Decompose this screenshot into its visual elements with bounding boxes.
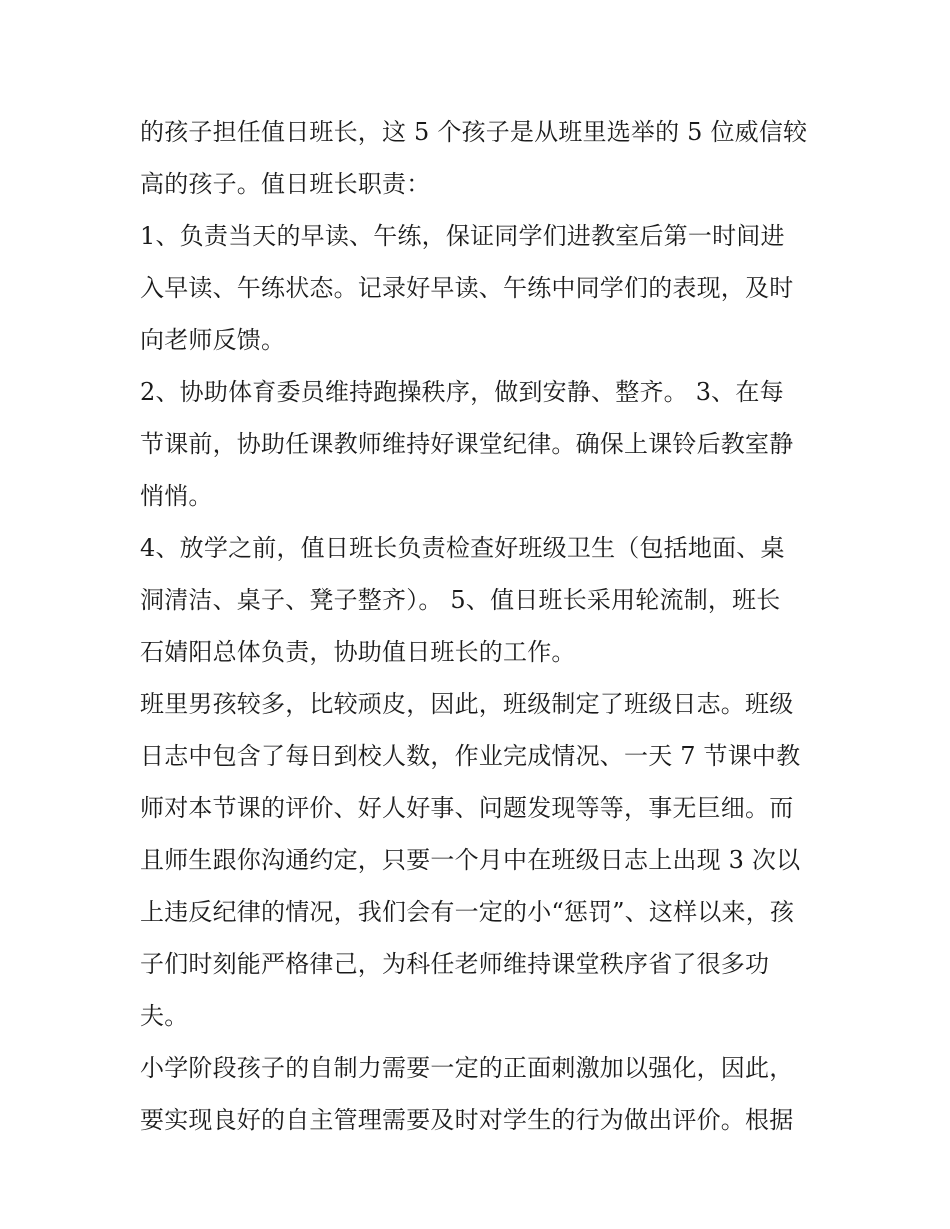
text-line: 向老师反馈。 (140, 326, 286, 354)
text-line: 4、放学之前，值日班长负责检查好班级卫生（包括地面、桌 (140, 534, 785, 562)
text-line: 悄悄。 (140, 482, 213, 510)
text-line: 1、负责当天的早读、午练，保证同学们进教室后第一时间进 (140, 222, 785, 250)
text-line: 且师生跟你沟通约定，只要一个月中在班级日志上出现 3 次以 (140, 846, 801, 874)
text-line: 夫。 (140, 1002, 189, 1030)
text-line: 班里男孩较多，比较顽皮，因此，班级制定了班级日志。班级 (140, 690, 794, 718)
text-line: 入早读、午练状态。记录好早读、午练中同学们的表现，及时 (140, 274, 794, 302)
text-line: 高的孩子。值日班长职责： (140, 170, 431, 198)
text-line: 上违反纪律的情况，我们会有一定的小“惩罚”、这样以来，孩 (140, 898, 795, 926)
text-line: 节课前，协助任课教师维持好课堂纪律。确保上课铃后教室静 (140, 430, 794, 458)
text-line: 师对本节课的评价、好人好事、问题发现等等，事无巨细。而 (140, 794, 794, 822)
text-line: 2、协助体育委员维持跑操秩序，做到安静、整齐。 3、在每 (140, 378, 784, 406)
text-line: 要实现良好的自主管理需要及时对学生的行为做出评价。根据 (140, 1106, 794, 1134)
text-line: 石婧阳总体负责，协助值日班长的工作。 (140, 638, 576, 666)
text-line: 的孩子担任值日班长，这 5 个孩子是从班里选举的 5 位威信较 (140, 118, 808, 146)
text-line: 小学阶段孩子的自制力需要一定的正面刺激加以强化，因此， (140, 1054, 794, 1082)
text-line: 洞清洁、桌子、凳子整齐）。 5、值日班长采用轮流制，班长 (140, 586, 781, 614)
text-line: 子们时刻能严格律己，为科任老师维持课堂秩序省了很多功 (140, 950, 770, 978)
text-line: 日志中包含了每日到校人数，作业完成情况、一天 7 节课中教 (140, 742, 801, 770)
document-body (140, 106, 820, 1146)
